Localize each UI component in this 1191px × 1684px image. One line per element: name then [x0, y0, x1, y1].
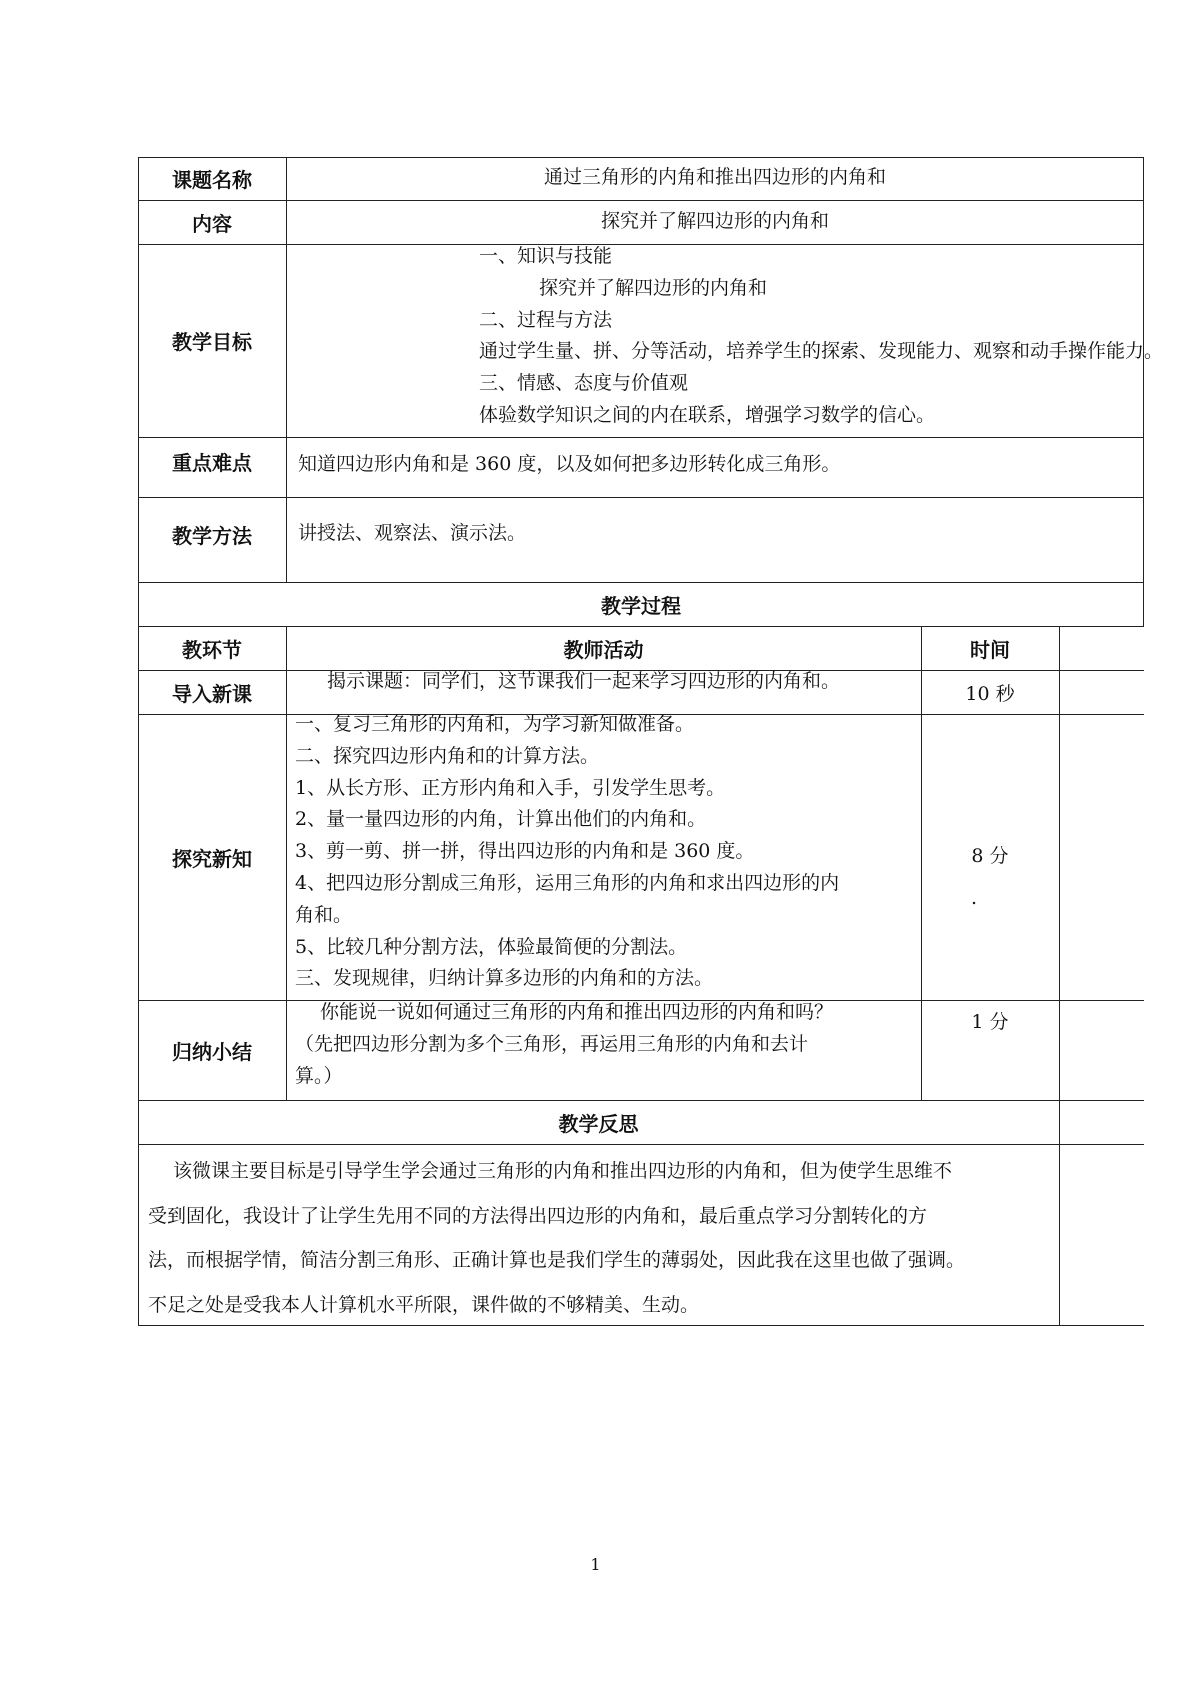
explore-line: 3、剪一剪、拼一拼，得出四边形的内角和是 360 度。: [295, 840, 755, 863]
explore-label: 探究新知: [172, 846, 252, 871]
reflection-title: 教学反思: [558, 1111, 639, 1136]
col-activity-header: 教师活动: [563, 637, 644, 662]
explore-line: 一、复习三角形的内角和，为学习新知做准备。: [295, 713, 695, 735]
objective-line: 三、情感、态度与价值观: [479, 372, 689, 394]
intro-text: 揭示课题：同学们，这节课我们一起来学习四边形的内角和。: [327, 670, 841, 692]
course-title: 通过三角形的内角和推出四边形的内角和: [543, 166, 886, 188]
summary-line: 算。）: [295, 1064, 343, 1087]
methods-label: 教学方法: [172, 523, 252, 548]
reflection-line: 法，而根据学情，简洁分割三角形、正确计算也是我们学生的薄弱处，因此我在这里也做了强调。: [148, 1249, 966, 1271]
explore-line: 4、把四边形分割成三角形，运用三角形的内角和求出四边形的内: [295, 871, 840, 894]
objectives-cell: [286, 244, 1164, 437]
content-label: 内容: [192, 211, 232, 236]
summary-time: 1 分: [971, 1010, 1009, 1033]
explore-line: 1、从长方形、正方形内角和入手，引发学生思考。: [295, 776, 726, 799]
objective-line: 体验数学知识之间的内在联系，增强学习数学的信心。: [479, 404, 936, 426]
objective-line: 通过学生量、拼、分等活动，培养学生的探索、发现能力、观察和动手操作能力。: [479, 340, 1164, 362]
reflection-line: 不足之处是受我本人计算机水平所限，课件做的不够精美、生动。: [148, 1293, 700, 1316]
explore-line: 5、比较几种分割方法，体验最简便的分割法。: [295, 935, 688, 958]
explore-line: 角和。: [295, 903, 353, 926]
explore-line: 三、发现规律，归纳计算多边形的内角和的方法。: [295, 967, 714, 990]
explore-line: 2、量一量四边形的内角，计算出他们的内角和。: [295, 808, 707, 831]
intro-label: 导入新课: [172, 681, 252, 706]
content-value: 探究并了解四边形的内角和: [600, 209, 829, 232]
explore-line: 二、探究四边形内角和的计算方法。: [295, 744, 600, 767]
explore-cell: [295, 709, 921, 999]
course-label: 课题名称: [172, 168, 252, 192]
keypoints-label: 重点难点: [172, 450, 252, 475]
summary-cell: [295, 997, 921, 1097]
objective-line: 二、过程与方法: [479, 309, 613, 331]
reflection-line: 受到固化，我设计了让学生先用不同的方法得出四边形的内角和，最后重点学习分割转化的方: [148, 1204, 928, 1227]
summary-label: 归纳小结: [172, 1039, 252, 1064]
explore-dot: .: [971, 887, 978, 909]
lesson-plan-table: [138, 157, 1164, 1326]
objectives-label: 教学目标: [172, 330, 252, 354]
process-title: 教学过程: [601, 593, 681, 618]
reflection-line: 该微课主要目标是引导学生学会通过三角形的内角和推出四边形的内角和，但为使学生思维不: [173, 1160, 953, 1182]
objective-line: 一、知识与技能: [479, 245, 613, 267]
reflection-body: [148, 1149, 1053, 1325]
summary-line: 你能说一说如何通过三角形的内角和推出四边形的内角和吗？: [320, 1001, 834, 1023]
page-number: 1: [590, 1555, 601, 1574]
summary-line: （先把四边形分割为多个三角形，再运用三角形的内角和去计: [295, 1032, 809, 1055]
explore-time: 8 分: [971, 844, 1009, 867]
methods-value: 讲授法、观察法、演示法。: [298, 522, 527, 544]
objective-line: 探究并了解四边形的内角和: [539, 277, 768, 299]
col-time-header: 时间: [970, 637, 1010, 662]
col-stage-header: 教环节: [182, 637, 242, 662]
keypoints-value: 知道四边形内角和是 360 度，以及如何把多边形转化成三角形。: [298, 453, 841, 475]
intro-time: 10 秒: [965, 682, 1015, 705]
